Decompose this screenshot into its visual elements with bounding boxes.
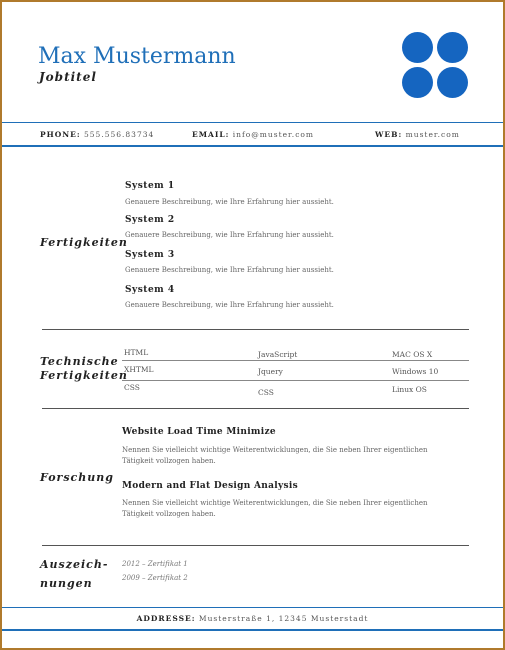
tech-skill: Windows 10 xyxy=(392,367,439,376)
skill-title: System 4 xyxy=(125,285,175,295)
section-divider xyxy=(42,408,469,409)
address-value: Musterstraße 1, 12345 Musterstadt xyxy=(198,614,369,623)
phone-label: PHONE: xyxy=(40,130,81,139)
skill-title: System 1 xyxy=(125,181,175,191)
skill-description: Genauere Beschreibung, wie Ihre Erfahrung hier aussieht. xyxy=(125,231,334,239)
section-divider xyxy=(42,329,469,330)
tech-skill: CSS xyxy=(124,383,140,392)
logo-circle xyxy=(437,67,468,98)
tech-skill: CSS xyxy=(258,388,274,397)
section-divider xyxy=(42,545,469,546)
section-label-skills: Fertigkeiten xyxy=(40,236,128,249)
skill-description: Genauere Beschreibung, wie Ihre Erfahrung hier aussieht. xyxy=(125,301,334,309)
section-label-line: nungen xyxy=(40,577,93,590)
footer-address xyxy=(2,614,503,623)
email-label: EMAIL: xyxy=(192,130,230,139)
footer-divider xyxy=(2,629,503,631)
tech-skill: Linux OS xyxy=(392,385,427,394)
header-divider xyxy=(2,122,503,123)
logo-circle xyxy=(437,32,468,63)
contact-phone xyxy=(40,130,154,139)
web-label: WEB: xyxy=(375,130,403,139)
web-value: muster.com xyxy=(405,130,460,139)
tech-skill: JavaScript xyxy=(258,350,298,359)
header-divider xyxy=(2,145,503,147)
tech-skill: HTML xyxy=(124,348,149,357)
section-label-line: Auszeich- xyxy=(40,558,109,571)
email-value: info@muster.com xyxy=(232,130,315,139)
skill-description: Genauere Beschreibung, wie Ihre Erfahrung hier aussieht. xyxy=(125,266,334,274)
phone-value: 555.556.83734 xyxy=(84,130,155,139)
tech-skill: MAC OS X xyxy=(392,350,433,359)
section-label-line: Technische xyxy=(40,355,119,368)
resume-name: Max Mustermann xyxy=(38,44,236,69)
job-title: Jobtitel xyxy=(39,70,97,84)
logo-circles-icon xyxy=(402,32,470,100)
logo-circle xyxy=(402,67,433,98)
section-label-line: Fertigkeiten xyxy=(40,369,128,382)
tech-row-divider xyxy=(122,380,469,381)
skill-title: System 3 xyxy=(125,250,175,260)
research-title: Website Load Time Minimize xyxy=(122,427,276,437)
contact-web xyxy=(375,130,460,139)
footer-divider xyxy=(2,607,503,608)
tech-skill: Jquery xyxy=(258,367,283,376)
tech-skill: XHTML xyxy=(124,365,154,374)
contact-email xyxy=(192,130,314,139)
section-label-research: Forschung xyxy=(40,471,114,484)
tech-row-divider xyxy=(122,360,469,361)
award-item: 2009 – Zertifikat 2 xyxy=(122,574,188,582)
research-description: Nennen Sie vielleicht wichtige Weiterentwicklungen, die Sie neben Ihrer eigentlichen Tätigkeit vollzogen haben. xyxy=(122,446,428,465)
research-title: Modern and Flat Design Analysis xyxy=(122,481,298,491)
address-label: ADDRESSE: xyxy=(136,614,196,623)
logo-circle xyxy=(402,32,433,63)
research-description: Nennen Sie vielleicht wichtige Weiterentwicklungen, die Sie neben Ihrer eigentlichen Tätigkeit vollzogen haben. xyxy=(122,499,428,518)
skill-title: System 2 xyxy=(125,215,175,225)
award-item: 2012 – Zertifikat 1 xyxy=(122,560,188,568)
section-label-technical xyxy=(40,355,128,383)
section-label-awards xyxy=(40,555,108,593)
skill-description: Genauere Beschreibung, wie Ihre Erfahrung hier aussieht. xyxy=(125,198,334,206)
